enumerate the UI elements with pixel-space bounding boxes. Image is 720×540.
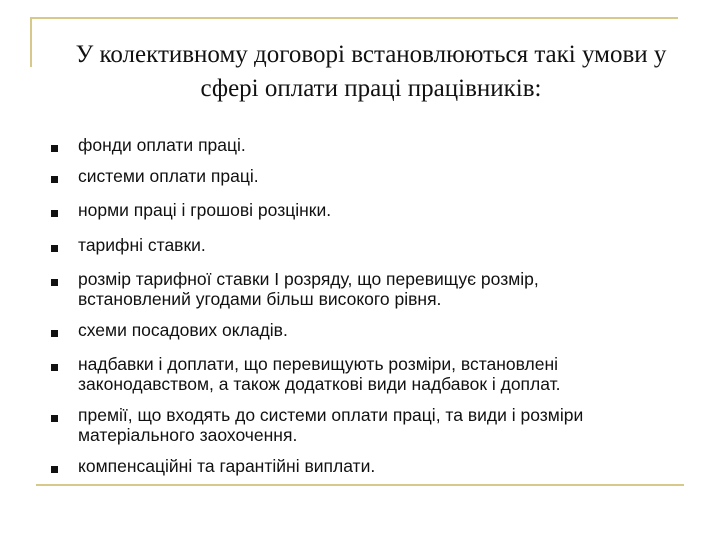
frame-top-rule — [30, 17, 678, 19]
square-bullet-icon — [51, 176, 58, 183]
bullet-line: системи оплати праці. — [78, 166, 259, 186]
bullet-text — [78, 200, 678, 220]
bullet-line: надбавки і доплати, що перевищують розміри, встановлені — [78, 354, 559, 374]
frame-bottom-rule — [36, 484, 684, 486]
bullet-line: тарифні ставки. — [78, 235, 206, 255]
slide-title-line-1: У колективному договорі встановлюються такі умови у — [75, 41, 667, 68]
square-bullet-icon — [51, 279, 58, 286]
frame-left-rule — [30, 17, 32, 67]
bullet-line: схеми посадових окладів. — [78, 320, 288, 340]
bullet-line: премії, що входять до системи оплати праці, та види і розміри — [78, 405, 584, 425]
slide-title — [36, 38, 706, 106]
bullet-line: компенсаційні та гарантійні виплати. — [78, 456, 376, 476]
square-bullet-icon — [51, 364, 58, 371]
square-bullet-icon — [51, 210, 58, 217]
bullet-line: норми праці і грошові розцінки. — [78, 200, 332, 220]
bullet-text — [78, 354, 678, 394]
bullet-text — [78, 320, 678, 340]
bullet-line: законодавством, а також додаткові види надбавок і доплат. — [78, 374, 561, 394]
bullet-text — [78, 269, 678, 309]
square-bullet-icon — [51, 245, 58, 252]
bullet-line: матеріального заохочення. — [78, 425, 298, 445]
bullet-line: фонди оплати праці. — [78, 135, 246, 155]
bullet-text — [78, 235, 678, 255]
bullet-text — [78, 135, 678, 155]
bullet-text — [78, 456, 678, 476]
square-bullet-icon — [51, 415, 58, 422]
bullet-text — [78, 405, 678, 445]
slide-title-line-2: сфері оплати праці працівників: — [200, 75, 542, 102]
square-bullet-icon — [51, 466, 58, 473]
square-bullet-icon — [51, 145, 58, 152]
bullet-text — [78, 166, 678, 186]
bullet-line: розмір тарифної ставки І розряду, що перевищує розмір, — [78, 269, 539, 289]
square-bullet-icon — [51, 330, 58, 337]
bullet-line: встановлений угодами більш високого рівня. — [78, 289, 442, 309]
